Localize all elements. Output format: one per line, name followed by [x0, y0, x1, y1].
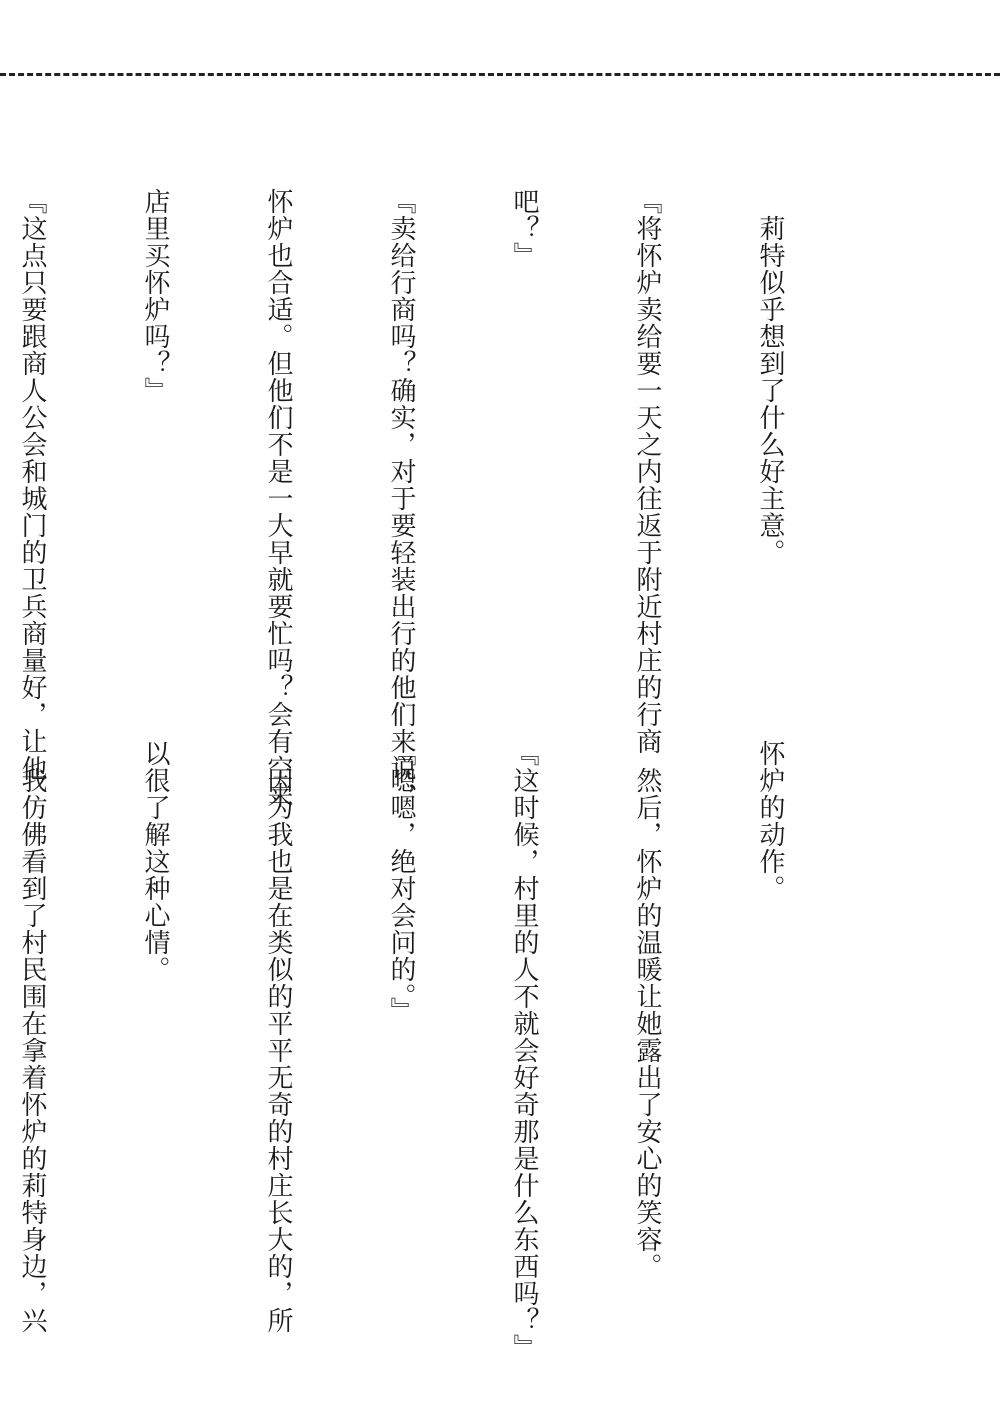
text-block-upper: [0, 188, 872, 809]
text-line: 我仿佛看到了村民围在拿着怀炉的莉特身边，兴: [17, 740, 47, 1334]
text-block-lower: [0, 740, 872, 1361]
text-line: 怀炉的动作。: [755, 740, 785, 902]
text-line: 『嗯嗯，绝对会问的。』: [386, 740, 416, 1024]
text-line: 怀炉也合适。但他们不是一大早就要忙吗？会有空来: [263, 188, 293, 809]
text-line: 『这点只要跟商人公会和城门的卫兵商量好，让他: [17, 188, 47, 782]
text-line: 然后，怀炉的温暖让她露出了安心的笑容。: [632, 740, 662, 1280]
text-line: 『将怀炉卖给要一天之内往返于附近村庄的行商: [632, 188, 662, 755]
text-line: 莉特似乎想到了什么好主意。: [755, 188, 785, 566]
text-line: 『这时候，村里的人不就会好奇那是什么东西吗？』: [509, 740, 539, 1361]
text-line: 店里买怀炉吗？』: [140, 188, 170, 404]
dashed-divider: [0, 73, 1000, 76]
text-line: 以很了解这种心情。: [140, 740, 170, 983]
text-line: 因为我也是在类似的平平无奇的村庄长大的，所: [263, 740, 293, 1334]
text-line: 『卖给行商吗？确实，对于要轻装出行的他们来说，: [386, 188, 416, 809]
text-line: 吧？』: [509, 188, 539, 269]
